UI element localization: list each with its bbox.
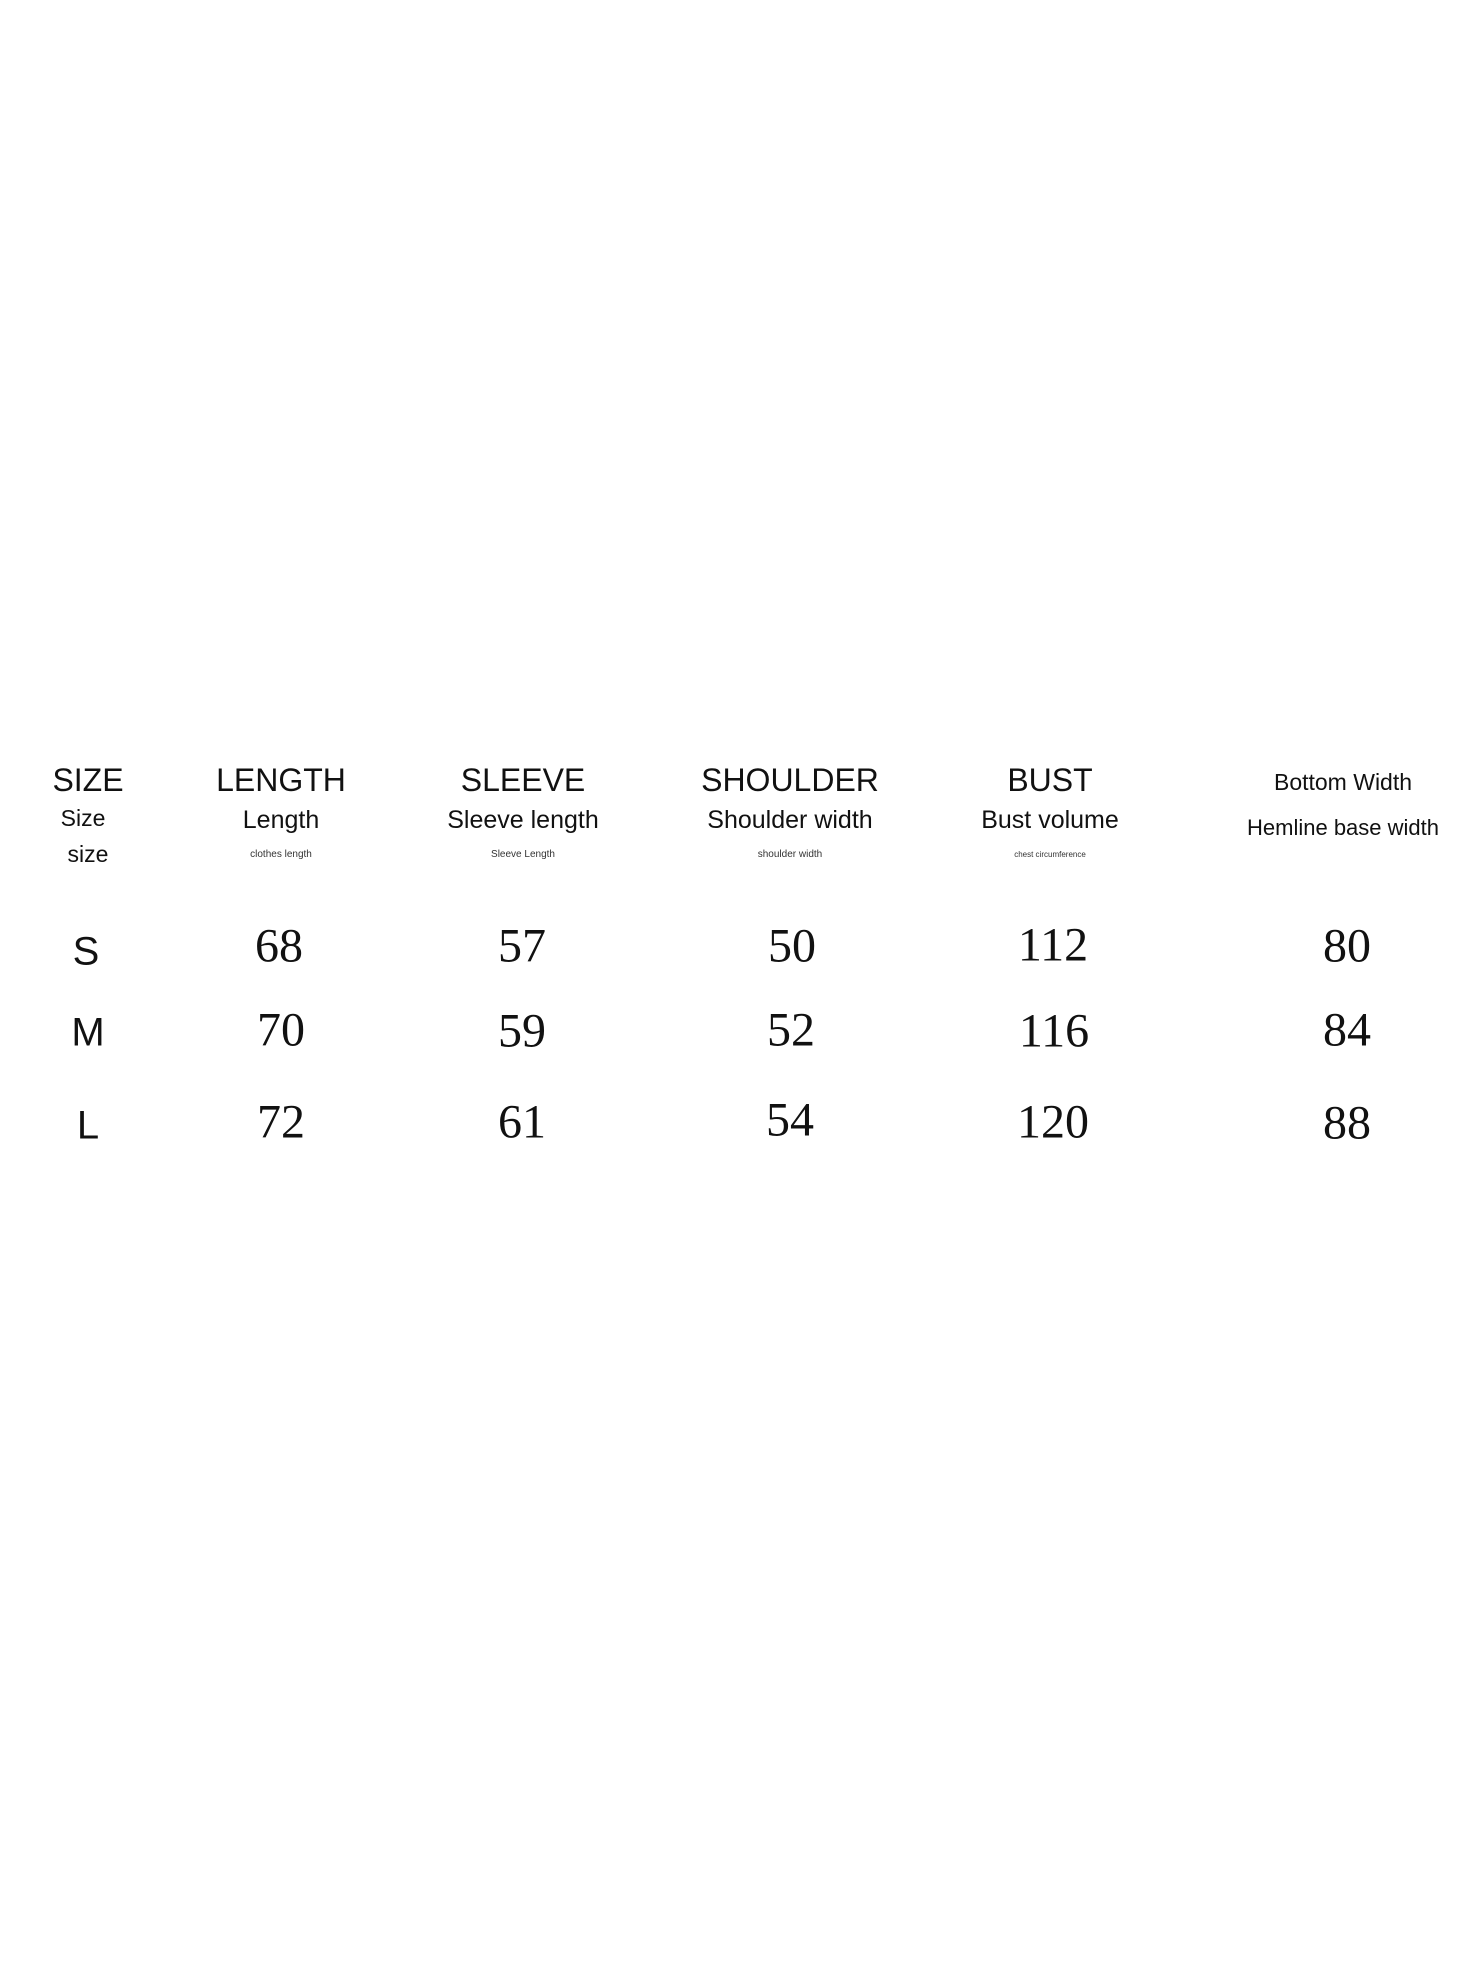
header-bust [981, 760, 1119, 870]
table-cell-length: 70 [257, 1003, 305, 1057]
header-bust-subtitle: Bust volume [981, 806, 1119, 834]
header-length-subtitle: Length [242, 806, 320, 834]
table-cell-bottom-width: 88 [1323, 1096, 1371, 1150]
header-bottom-width-note [1247, 848, 1439, 878]
header-bottom-width-title: Bottom Width [1273, 769, 1413, 795]
table-cell-length: 68 [255, 919, 303, 973]
header-sleeve-subtitle: Sleeve length [447, 806, 599, 834]
table-cell-sleeve: 61 [498, 1095, 546, 1149]
table-cell-sleeve: 57 [498, 919, 546, 973]
table-cell-shoulder: 50 [768, 919, 816, 973]
table-cell-bottom-width: 80 [1323, 919, 1371, 973]
header-length-title: LENGTH [216, 762, 346, 798]
header-shoulder-subtitle: Shoulder width [707, 806, 873, 834]
header-bottom-width-subtitle: Hemline base width [1247, 815, 1439, 840]
table-cell-bust: 116 [1018, 1004, 1090, 1058]
header-length [216, 760, 346, 870]
header-size-note: size [67, 841, 109, 867]
header-shoulder-note: shoulder width [757, 849, 823, 860]
header-bust-title: BUST [1007, 762, 1093, 798]
header-sleeve-note: Sleeve Length [491, 849, 555, 860]
header-sleeve [447, 760, 599, 870]
table-cell-size: M [71, 1010, 105, 1055]
header-shoulder [701, 760, 879, 870]
table-cell-bust: 120 [1017, 1095, 1089, 1149]
header-size-subtitle: Size [60, 805, 106, 831]
table-cell-shoulder: 52 [767, 1003, 815, 1057]
table-cell-shoulder: 54 [766, 1093, 814, 1147]
header-length-note: clothes length [250, 849, 312, 860]
table-cell-size: S [72, 929, 100, 974]
header-bottom-width [1247, 762, 1439, 878]
header-size [52, 760, 123, 872]
header-shoulder-title: SHOULDER [701, 762, 879, 798]
table-cell-sleeve: 59 [498, 1004, 546, 1058]
header-bust-note: chest circumference [1014, 850, 1086, 859]
header-sleeve-title: SLEEVE [460, 762, 586, 798]
table-cell-bust: 112 [1017, 918, 1089, 972]
header-size-title: SIZE [52, 762, 124, 798]
table-cell-length: 72 [257, 1095, 305, 1149]
table-cell-size: L [76, 1103, 100, 1148]
table-cell-bottom-width: 84 [1323, 1003, 1371, 1057]
